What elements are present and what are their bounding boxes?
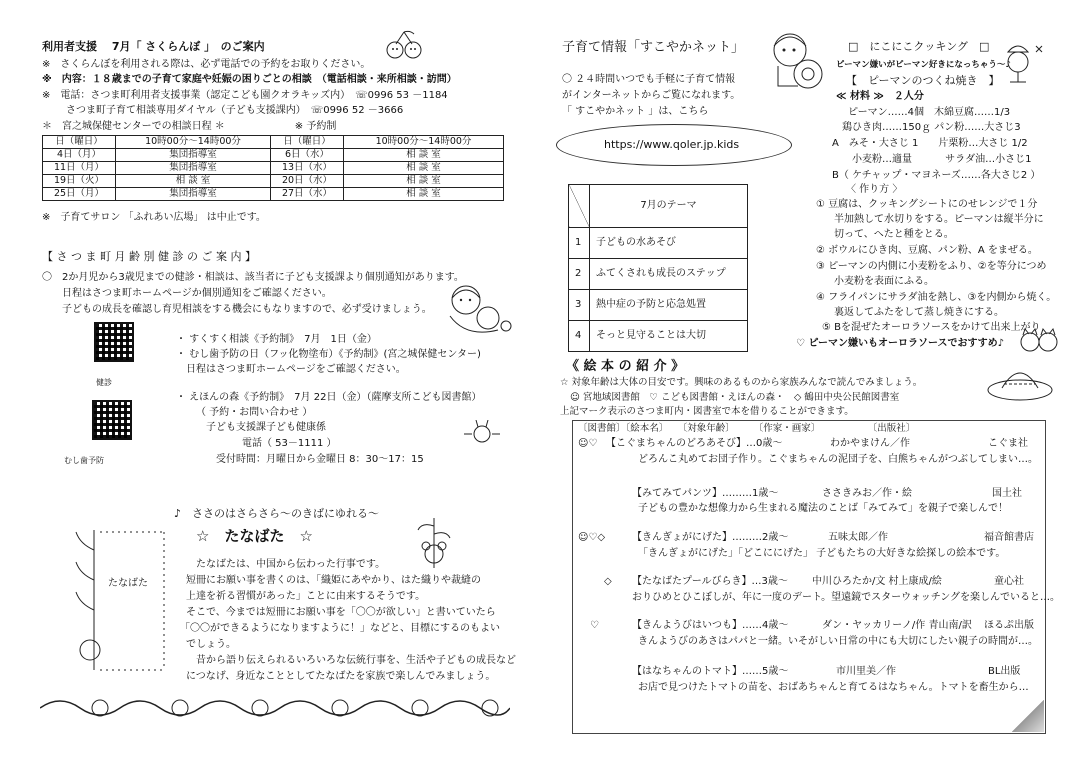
bullet1-line-2: ・ むし歯予防の日（フッ化物塗布）《予約制》(宮之城保健センター) [176,349,481,360]
book-title: 【きんぎょがにげた】………2歳～ [632,532,789,543]
table-cell: 20日（水） [271,175,344,188]
schedule-heading: ＊ 宮之城保健センターでの相談日程 ＊ ※ 予約制 [42,121,337,132]
bullet1-line-1: ・ すくすく相談《予約制》 7月 1日（金） [176,334,377,345]
table-row [43,175,504,188]
book-mark: ◇ [604,576,612,587]
hat-illustration [984,364,1056,404]
table-cell: 相 談 室 [344,175,504,188]
tanabata-line-3: 上達を祈る習慣があった」ことに由来するそうです。 [186,591,426,602]
tanabata-line-6: でしょう。 [186,639,236,650]
tanabata-frame-illustration [74,520,170,678]
book-description: お店で見つけたトマトの苗を、おばあちゃんと育てるはなちゃん。トマトを畜生から… [638,682,1029,693]
support-line-1: ※ さくらんぼを利用される際は、必ず電話での予約をお取りください。 [42,59,371,70]
bullet2-line-4: 電話（ 53－1111 ） [242,438,337,449]
theme-label: 熱中症の予防と応急処置 [590,290,748,321]
support-line-2: ※ 内容：１８歳までの子育て家庭や妊娠の困りごとの相談 （電話相談・来所相談・訪問） [42,74,457,85]
table-cell: 4日（月） [43,149,116,162]
book-publisher: BL出版 [988,666,1021,677]
theme-label: そっと見守ることは大切 [590,321,748,352]
tanabata-line-1: たなばたは、中国から伝わった行事です。 [196,559,386,570]
support-line-3: ※ 電話：さつま町利用者支援事業（認定こども園クオラキッズ内） ☏0996 53 －1184 [42,90,448,101]
step-line-6: 小麦粉を表面にふる。 [834,276,934,287]
net-line-1: 〇 ２４時間いつでも手軽に子育て情報 [562,74,736,85]
book-publisher: 国土社 [992,488,1022,499]
table-cell: 集団指導室 [116,162,271,175]
theme-table [568,184,748,352]
table-row [569,290,748,321]
net-url-link[interactable]: https://www.qoler.jp.kids [604,138,740,151]
ingredient-line-4: 小麦粉…適量 サラダ油…小さじ1 [852,154,1032,165]
table-cell: 相 談 室 [344,149,504,162]
tanabata-line-4: そこで、今までは短冊にお願い事を「〇〇が欲しい」と書いていたら [186,607,496,618]
books-list-page-curl [1012,700,1044,732]
ingredient-line-1: ピーマン……4個 木綿豆腐……1/3 [848,107,1011,118]
step-line-8: 裏返してふたをして蒸し焼きにする。 [834,307,1004,318]
qr2-label: むし歯予防 [64,456,104,465]
recipe-name: 【 ピーマンのつくね焼き 】 [846,74,1000,87]
support-line-4: さつま町子育て相談専用ダイヤル（子ども支援課内） ☏0996 52 －3666 [66,105,404,116]
ingredient-line-2: 鶏ひき肉……150ｇ パン粉……大さじ3 [842,122,1021,133]
table-cell: 6日（水） [271,149,344,162]
book-mark: ☺♡◇ [578,532,606,543]
schedule-header: 10時00分～14時00分 [344,136,504,149]
tanabata-line-2: 短冊にお願い事を書くのは、「織姫にあやかり、はた織りや裁縫の [186,575,481,586]
recipe-tip: ♡ ピーマン嫌いもオーロラソースでおすすめ♪ [796,338,1005,349]
step-line-3: 切って、へたと種をとる。 [834,229,954,240]
step-line-1: ① 豆腐は、クッキングシートにのせレンジで１分 [816,199,1038,210]
tanabata-line-5: 「〇〇ができるようになりますように！」などと、目標にするのもよい [180,623,500,634]
boy-float-illustration [760,26,830,96]
checkup-line-1: 〇 2か月児から3歳児までの健診・相談は、該当者に子ども支援課より個別通知があります。 [42,272,464,283]
book-description: 「きんぎょがにげた」「どこににげた」 子どもたちの大好きな絵探しの絵本です。 [638,548,1006,559]
book-publisher: 童心社 [994,576,1024,587]
theme-number: 4 [569,321,590,352]
table-row [43,149,504,162]
book-author: 五味太郎／作 [828,532,888,543]
step-line-4: ② ボウルにひき肉、豆腐、パン粉、A をまぜる。 [816,245,1038,256]
tanabata-side-label: たなばた [108,578,148,589]
table-row [43,188,504,201]
step-line-9: ⑤ Bを混ぜたオーロラソースをかけて出来上がり [822,322,1041,333]
cooking-title: □ にこにこクッキング □ [848,40,990,53]
theme-number: 2 [569,259,590,290]
book-mark: ☺♡ [578,438,598,449]
book-title: 【きんようびはいつも】……4歳～ [632,620,789,631]
theme-label: 子どもの水あそび [590,228,748,259]
ingredient-line-3: A みそ・大さじ 1 片栗粉…大さじ 1/2 [832,138,1028,149]
bullet2-line-3: 子ども支援課子ども健康係 [206,422,326,433]
salon-note: ※ 子育てサロン 「ふれあい広場」 は中止です。 [42,212,266,223]
tanabata-line-8: につなげ、身近なこととしてたなばたを家族で楽しんでみましょう。 [186,671,496,682]
cherry-icon [384,30,424,60]
book-title: 【たなばたプールびらき】…3歳～ [632,576,788,587]
tanabata-line-7: 昔から語り伝えられるいろいろな伝統行事を、生活や子どもの成長など [196,655,516,666]
table-cell: 相 談 室 [116,175,271,188]
book-description: どろんこ丸めてお団子作り。こぐまちゃんの泥団子を、白熊ちゃんがつぶしてしまい…。 [638,454,1038,465]
qr-code-checkup[interactable] [94,322,134,362]
qr1-label: 健診 [96,378,112,387]
tanabata-title: ☆ たなばた ☆ [196,527,313,545]
theme-number: 1 [569,228,590,259]
book-publisher: ほるぷ出版 [984,620,1034,631]
book-description: 子どもの豊かな想像力から生まれる魔法のことば「みてみて」を親子で楽しんで！ [638,503,1008,514]
ingredient-line-5: B（ ケチャップ・マヨネーズ……各大さじ2 ） [832,170,1041,181]
theme-title: 7月のテーマ [590,185,748,228]
schedule-header: 10時00分～14時00分 [116,136,271,149]
net-title: 子育て情報「すこやかネット」 [562,40,745,55]
table-row [569,321,748,352]
book-title: 【みてみてパンツ】………1歳～ [632,488,779,499]
bullet2-line-2: （ 予約・お問い合わせ ） [196,407,313,418]
table-row [569,259,748,290]
book-description: おりひめとひこぼしが、年に一度のデート。望遠鏡でスターウォッチングを楽しんでいると…。 [632,592,1060,603]
net-line-2: がインターネットからご覧になれます。 [562,90,741,101]
bullet2-line-1: ・ えほんの森《予約制》 7月 22日（金）（薩摩支所こども図書館） [176,392,482,403]
table-cell: 19日（火） [43,175,116,188]
book-publisher: こぐま社 [988,438,1028,449]
mother-child-illustration [436,282,518,342]
book-mark: ♡ [590,620,599,631]
schedule-table [42,135,504,201]
book-author: わかやまけん／作 [830,438,910,449]
cats-illustration [1018,326,1060,354]
bunny-icon [462,420,502,444]
theme-label: ふてくされも成長のステップ [590,259,748,290]
bullet2-line-5: 受付時間：月曜日から金曜日 8：30～17：15 [216,454,424,465]
support-title: 利用者支援 7月「 さくらんぼ 」 のご案内 [42,40,265,53]
books-libraries-note: 上記マーク表示のさつま町内・図書室で本を借りることができます。 [560,406,854,417]
book-author: 市川里美／作 [836,666,896,677]
song-title: ♪ ささのはさらさら～のきばにゆれる～ [174,507,380,520]
table-cell: 13日（水） [271,162,344,175]
book-publisher: 福音館書店 [984,532,1034,543]
checkup-line-2: 日程はさつま町ホームページか個別通知をご確認ください。 [62,288,332,299]
cooking-subtitle: ピーマン嫌いがピーマン好きになっちゃう～♪ [836,60,1011,70]
book-author: ダン・ヤッカリーノ/作 青山南/訳 [822,620,972,631]
checkup-line-3: 子どもの成長を確認し育児相談をする機会にもなりますので、必ず受けましょう。 [62,304,432,315]
books-title: 《 絵 本 の 紹 介 》 [566,359,685,374]
schedule-header: 日（曜日） [271,136,344,149]
books-header: 〔図書館〕〔絵本名〕 〔対象年齢〕 〔作家・画家〕 〔出版社〕 [578,423,916,434]
schedule-header-row [43,136,504,149]
mouse-bamboo-illustration [408,516,460,570]
net-line-3: 「 すこやかネット 」は、こちら [562,106,709,117]
table-cell: 集団指導室 [116,188,271,201]
theme-number: 3 [569,290,590,321]
book-author: 中川ひろたか/文 村上康成/絵 [812,576,942,587]
table-cell: 27日（水） [271,188,344,201]
bullet1-line-3: 日程はさつま町ホームページをご確認ください。 [186,364,406,375]
steps-heading: 〈 作り方 〉 [846,184,903,195]
book-author: ささきみお／作・絵 [822,488,912,499]
qr-code-dental[interactable] [92,400,132,440]
books-libraries: ☺ 宮地域図書館 ♡ こども図書館・えほんの森・ ◇ 鶴田中央公民館図書室 [570,392,900,403]
step-line-5: ③ ピーマンの内側に小麦粉をふり、②を等分につめ [816,261,1047,272]
checkup-title: 【 さ つ ま 町 月 齢 別 健 診 の ご 案 内 】 [42,250,256,263]
ingredients-heading: ≪ 材料 ≫ ２人分 [836,91,924,102]
theme-diagonal-cell [569,185,590,228]
book-description: きんようびのあさはパパと一緒。いそがしい日常の中にも大切にしたい親子の時間が…。 [638,636,1038,647]
schedule-header: 日（曜日） [43,136,116,149]
step-line-7: ④ フライパンにサラダ油を熱し、③を内側から焼く。 [816,292,1057,303]
table-cell: 相 談 室 [344,188,504,201]
table-cell: 11日（月） [43,162,116,175]
bottom-decoration-border [40,694,510,722]
table-row [43,162,504,175]
book-title: 【こぐまちゃんのどろあそび】…0歳～ [606,438,783,449]
books-intro: ☆ 対象年齢は大体の目安です。興味のあるものから家族みんなで読んでみましょう。 [560,377,923,388]
table-cell: 集団指導室 [116,149,271,162]
table-cell: 25日（月） [43,188,116,201]
theme-header-row [569,185,748,228]
table-row [569,228,748,259]
book-title: 【はなちゃんのトマト】……5歳～ [632,666,789,677]
step-line-2: 半加熱して水切りをする。ピーマンは縦半分に [834,214,1044,225]
table-cell: 相 談 室 [344,162,504,175]
